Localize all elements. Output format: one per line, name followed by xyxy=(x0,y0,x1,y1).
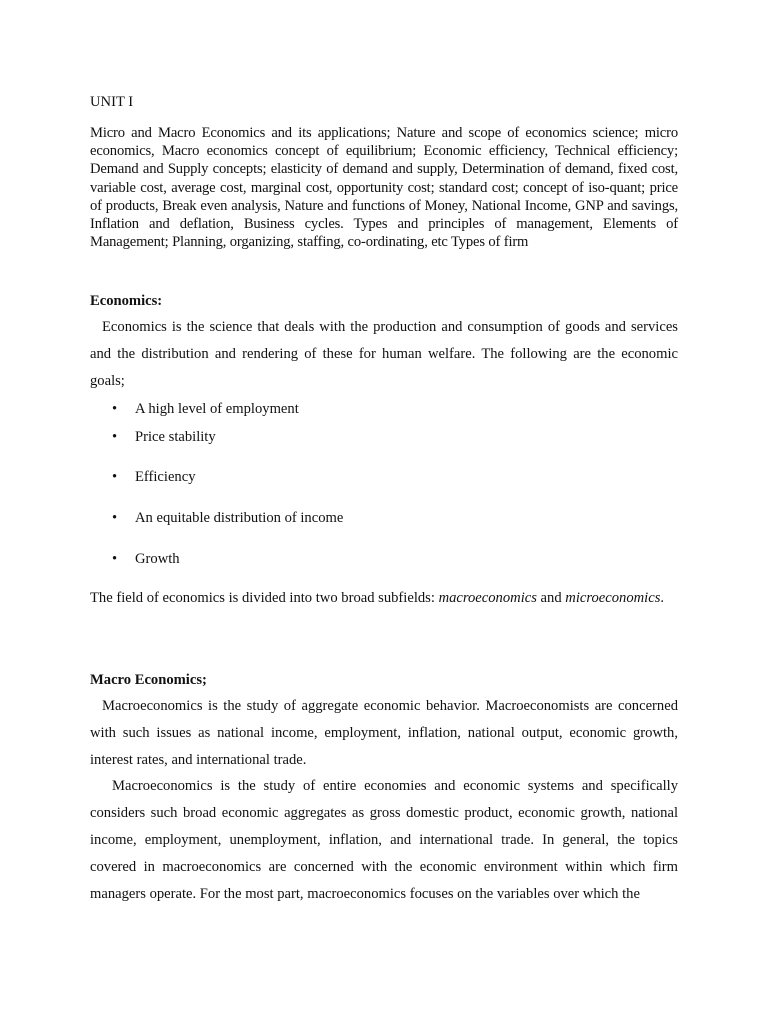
bullet-icon: • xyxy=(112,429,118,445)
goal-item xyxy=(112,429,216,446)
macro-paragraph-2: Macroeconomics is the study of entire economies and economic systems and specifically considers such broad economic aggregates as gross domestic product, economic growth, national income, employment, unemployment, inflation, and international trade. In general, the topics covered in macroeconomics are concerned with the economic environment within which firm managers operate. For the most part, macroeconomics focuses on the variables over which the xyxy=(90,778,678,902)
bullet-icon: • xyxy=(112,551,118,567)
bullet-icon: • xyxy=(112,510,118,526)
economics-heading: Economics: xyxy=(90,293,163,309)
subfields-prefix: The field of economics is divided into two broad subfields: xyxy=(90,590,439,606)
macro-economics-heading: Macro Economics; xyxy=(90,672,207,688)
goal-text: Efficiency xyxy=(135,469,196,485)
goal-text: An equitable distribution of income xyxy=(135,510,344,526)
bullet-icon: • xyxy=(112,469,118,485)
macro-paragraph-1: Macroeconomics is the study of aggregate economic behavior. Macroeconomists are concerned with such issues as national income, employment, inflation, national output, economic growth, interest rates, and international trade. xyxy=(90,698,678,768)
goal-item xyxy=(112,401,299,418)
goal-item xyxy=(112,469,196,486)
goal-text: Price stability xyxy=(135,429,216,445)
goal-text: Growth xyxy=(135,551,180,567)
goal-item xyxy=(112,510,343,527)
syllabus-paragraph: Micro and Macro Economics and its applications; Nature and scope of economics science; micro economics, Macro economics concept of equilibrium; Economic efficiency, Technical efficiency; Demand and Supply concepts; elasticity of demand and supply, Determination of demand, fixed cost, variable cost, average cost, marginal cost, opportunity cost; standard cost; concept of iso-quant; price of products, Break even analysis, Nature and functions of Money, National Income, GNP and savings, Inflation and deflation, Business cycles. Types and principles of management, Elements of Management; Planning, organizing, staffing, co-ordinating, etc Types of firm xyxy=(90,125,678,251)
goal-text: A high level of employment xyxy=(135,401,299,417)
subfields-suffix: . xyxy=(660,590,665,606)
subfields-and: and xyxy=(536,590,566,606)
bullet-icon: • xyxy=(112,401,118,417)
subfield-microeconomics: microeconomics xyxy=(565,590,661,606)
goal-item xyxy=(112,551,180,568)
subfields-paragraph xyxy=(90,585,678,612)
unit-title: UNIT I xyxy=(90,94,134,110)
economics-intro-paragraph: Economics is the science that deals with the production and consumption of goods and services and the distribution and rendering of these for human welfare. The following are the economic goals; xyxy=(90,319,678,389)
subfield-macroeconomics: macroeconomics xyxy=(438,590,537,606)
